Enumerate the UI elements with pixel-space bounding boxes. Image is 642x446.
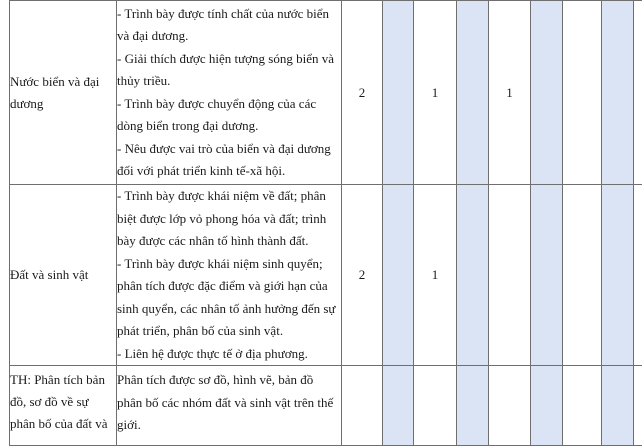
description-cell <box>117 1 342 185</box>
description-line: Phân tích được sơ đồ, hình vẽ, bản đồ phân bố các nhóm đất và sinh vật trên thế giới. <box>117 369 341 437</box>
count-cell <box>634 1 642 185</box>
topic-cell: Đất và sinh vật <box>10 185 117 366</box>
count-cell <box>489 185 531 366</box>
knowledge-matrix-table <box>9 0 642 446</box>
count-cell <box>383 366 414 446</box>
count-cell <box>531 366 563 446</box>
table-row <box>10 366 642 446</box>
count-cell <box>383 1 414 185</box>
description-cell <box>117 185 342 366</box>
count-cell: 1 <box>414 1 457 185</box>
description-line: - Trình bày được khái niệm sinh quyển; phân tích được đặc điểm và giới hạn của sinh quyển, các nhân tố ảnh hưởng đến sự phát triển, phân bố của sinh vật. <box>117 253 341 343</box>
count-cell: 2 <box>342 1 383 185</box>
table-row <box>10 1 642 185</box>
count-cell <box>383 185 414 366</box>
count-cell <box>414 366 457 446</box>
count-cell <box>531 185 563 366</box>
description-line: - Trình bày được chuyển động của các dòng biển trong đại dương. <box>117 93 341 138</box>
count-cell: 1 <box>414 185 457 366</box>
description-line: - Trình bày được khái niệm về đất; phân biệt được lớp vỏ phong hóa và đất; trình bày được các nhân tố hình thành đất. <box>117 185 341 253</box>
topic-cell: TH: Phân tích bản đồ, sơ đồ về sự phân bố của đất và <box>10 366 117 446</box>
topic-cell: Nước biển và đại dương <box>10 1 117 185</box>
count-cell <box>342 366 383 446</box>
count-cell <box>602 1 634 185</box>
count-cell <box>563 185 602 366</box>
count-cell <box>602 185 634 366</box>
description-line: - Nêu được vai trò của biển và đại dương đối với phát triển kinh tế-xã hội. <box>117 138 341 183</box>
count-cell <box>602 366 634 446</box>
table-row <box>10 185 642 366</box>
count-cell <box>457 366 489 446</box>
count-cell <box>563 366 602 446</box>
count-cell <box>457 185 489 366</box>
description-cell <box>117 366 342 446</box>
count-cell <box>531 1 563 185</box>
count-cell <box>563 1 602 185</box>
count-cell: 1 <box>489 1 531 185</box>
count-cell <box>634 366 642 446</box>
count-cell <box>457 1 489 185</box>
description-line: - Liên hệ được thực tế ở địa phương. <box>117 343 341 366</box>
description-line: - Giải thích được hiện tượng sóng biển và thủy triều. <box>117 48 341 93</box>
description-line: - Trình bày được tính chất của nước biển và đại dương. <box>117 3 341 48</box>
count-cell <box>489 366 531 446</box>
count-cell: 2 <box>342 185 383 366</box>
count-cell <box>634 185 642 366</box>
